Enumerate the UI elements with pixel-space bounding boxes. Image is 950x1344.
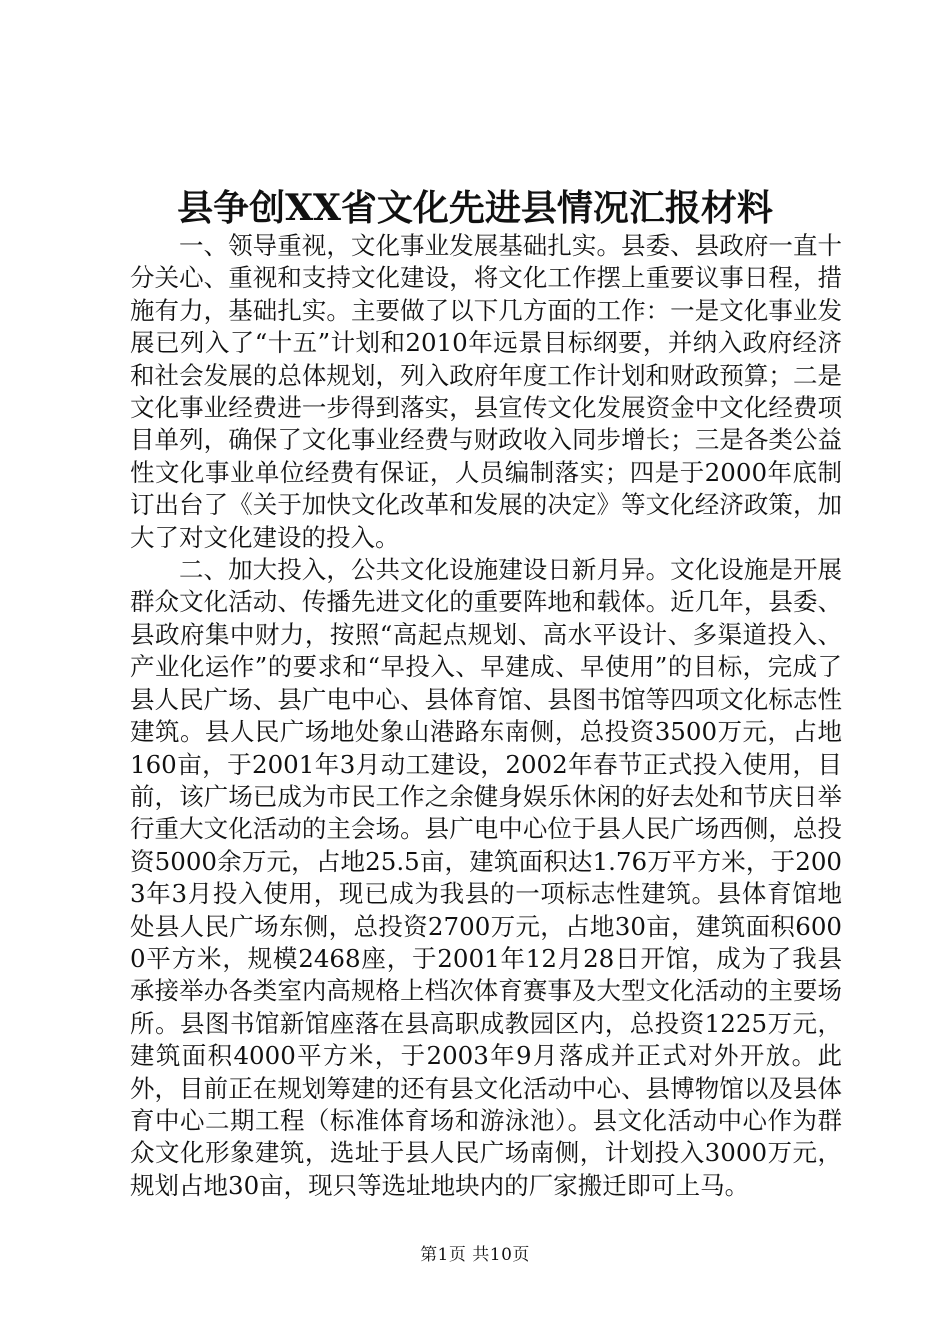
paragraph-leadership: 一、领导重视，文化事业发展基础扎实。县委、县政府一直十分关心、重视和支持文化建设，将文化工作摆上重要议事日程，措施有力，基础扎实。主要做了以下几方面的工作：一是文化事业发展已列入了“十五”计划和2010年远景目标纲要，并纳入政府经济和社会发展的总体规划，列入政府年度工作计划和财政预算；二是文化事业经费进一步得到落实，县宣传文化发展资金中文化经费项目单列，确保了文化事业经费与财政收入同步增长；三是各类公益性文化事业单位经费有保证，人员编制落实；四是于2000年底制订出台了《关于加快文化改革和发展的决定》等文化经济政策，加大了对文化建设的投入。 xyxy=(130,231,842,552)
document-body xyxy=(130,230,842,1202)
document-title: 县争创XX省文化先进县情况汇报材料 xyxy=(177,187,773,229)
paragraph-investment: 二、加大投入，公共文化设施建设日新月异。文化设施是开展群众文化活动、传播先进文化的重要阵地和载体。近几年，县委、县政府集中财力，按照“高起点规划、高水平设计、多渠道投入、产业化运作”的要求和“早投入、早建成、早使用”的目标，完成了县人民广场、县广电中心、县体育馆、县图书馆等四项文化标志性建筑。县人民广场地处象山港路东南侧，总投资3500万元，占地160亩，于2001年3月动工建设，2002年春节正式投入使用，目前，该广场已成为市民工作之余健身娱乐休闲的好去处和节庆日举行重大文化活动的主会场。县广电中心位于县人民广场西侧，总投资5000余万元，占地25.5亩，建筑面积达1.76万平方米，于2003年3月投入使用，现已成为我县的一项标志性建筑。县体育馆地处县人民广场东侧，总投资2700万元，占地30亩，建筑面积6000平方米，规模2468座，于2001年12月28日开馆，成为了我县承接举办各类室内高规格上档次体育赛事及大型文化活动的主要场所。县图书馆新馆座落在县高职成教园区内，总投资1225万元，建筑面积4000平方米，于2003年9月落成并正式对外开放。此外，目前正在规划筹建的还有县文化活动中心、县博物馆以及县体育中心二期工程（标准体育场和游泳池）。县文化活动中心作为群众文化形象建筑，选址于县人民广场南侧，计划投入3000万元，规划占地30亩，现只等选址地块内的厂家搬迁即可上马。 xyxy=(130,555,842,1200)
page-number-footer: 第1页 共10页 xyxy=(420,1245,530,1265)
